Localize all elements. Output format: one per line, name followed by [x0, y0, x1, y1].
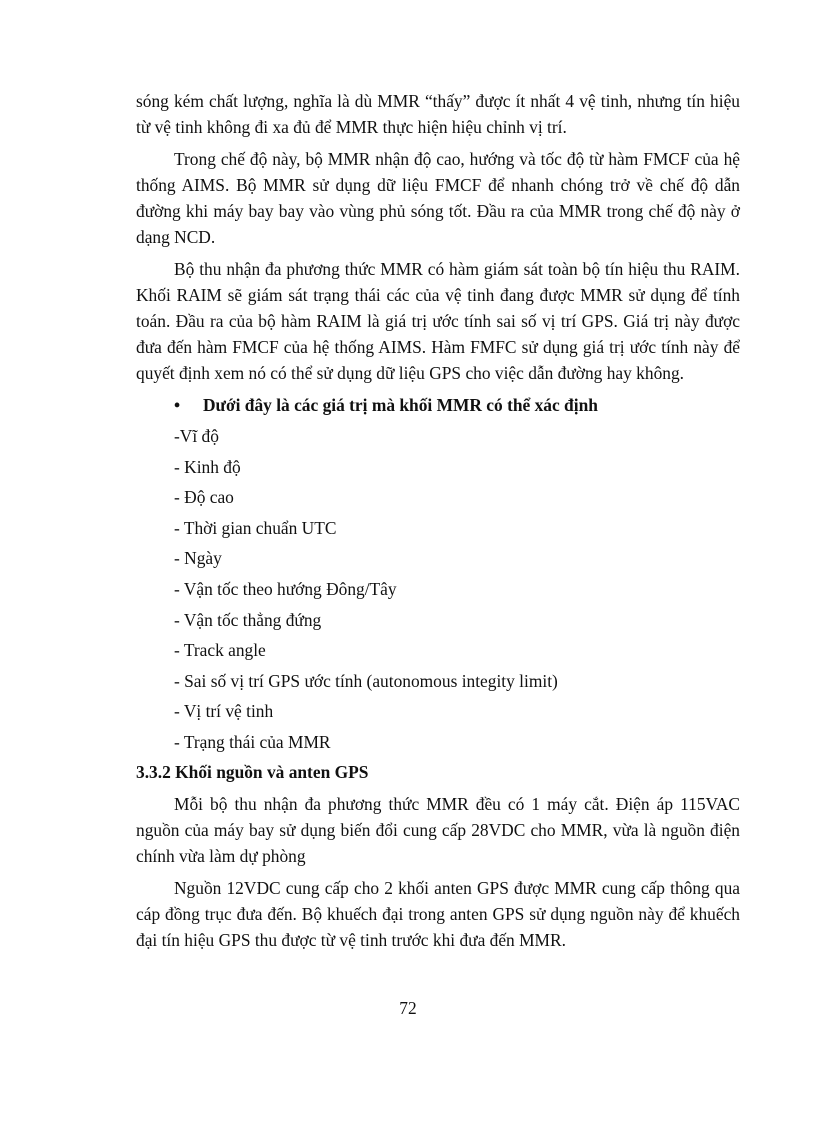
document-page — [136, 88, 740, 959]
section-heading: 3.3.2 Khối nguồn và anten GPS — [136, 761, 369, 782]
list-item: - Trạng thái của MMR — [174, 731, 331, 752]
list-item: - Kinh độ — [174, 456, 241, 477]
bullet-heading-text: Dưới đây là các giá trị mà khối MMR có thể xác định — [203, 395, 598, 415]
paragraph-fmcf-mode: Trong chế độ này, bộ MMR nhận độ cao, hướng và tốc độ từ hàm FMCF của hệ thống AIMS. Bộ MMR sử dụng dữ liệu FMCF để nhanh chóng trở về chế độ dẫn đường khi máy bay bay vào vùng phủ sóng tốt. Đầu ra của MMR trong chế độ này ở dạng NCD. — [136, 149, 740, 247]
paragraph-antenna-power: Nguồn 12VDC cung cấp cho 2 khối anten GPS được MMR cung cấp thông qua cáp đồng trục đưa đến. Bộ khuếch đại trong anten GPS sử dụng nguồn này để khuếch đại tín hiệu GPS thu được từ vệ tinh trước khi đưa đến MMR. — [136, 877, 740, 950]
list-item: - Ngày — [174, 548, 222, 569]
paragraph-continuation: sóng kém chất lượng, nghĩa là dù MMR “thấy” được ít nhất 4 vệ tinh, nhưng tín hiệu từ vệ tinh không đi xa đủ để MMR thực hiện hiệu chỉnh vị trí. — [136, 91, 740, 137]
list-item: - Vận tốc thẳng đứng — [174, 609, 322, 630]
bullet-icon: • — [174, 395, 181, 415]
list-item: - Vận tốc theo hướng Đông/Tây — [174, 578, 397, 599]
list-item: - Thời gian chuẩn UTC — [174, 517, 337, 538]
mmr-values-list — [136, 421, 740, 758]
list-item: - Track angle — [174, 640, 266, 661]
paragraph-raim: Bộ thu nhận đa phương thức MMR có hàm giám sát toàn bộ tín hiệu thu RAIM. Khối RAIM sẽ giám sát trạng thái các của vệ tinh đang được MMR sử dụng để tính toán. Đầu ra của bộ hàm RAIM là giá trị ước tính sai số vị trí GPS. Giá trị này được đưa đến hàm FMCF của hệ thống AIMS. Hàm FMFC sử dụng giá trị ước tính này để quyết định xem nó có thể sử dụng dữ liệu GPS cho việc dẫn đường hay không. — [136, 259, 740, 383]
bullet-heading — [136, 392, 740, 418]
list-item: - Sai số vị trí GPS ước tính (autonomous integity limit) — [174, 670, 558, 691]
list-item: - Vị trí vệ tinh — [174, 701, 274, 722]
list-item: - Độ cao — [174, 487, 234, 508]
paragraph-power-breaker: Mỗi bộ thu nhận đa phương thức MMR đều có 1 máy cắt. Điện áp 115VAC nguồn của máy bay sử dụng biến đổi cung cấp 28VDC cho MMR, vừa là nguồn điện chính vừa làm dự phòng — [136, 793, 740, 866]
list-item: -Vĩ độ — [174, 426, 219, 446]
page-number: 72 — [399, 998, 417, 1018]
